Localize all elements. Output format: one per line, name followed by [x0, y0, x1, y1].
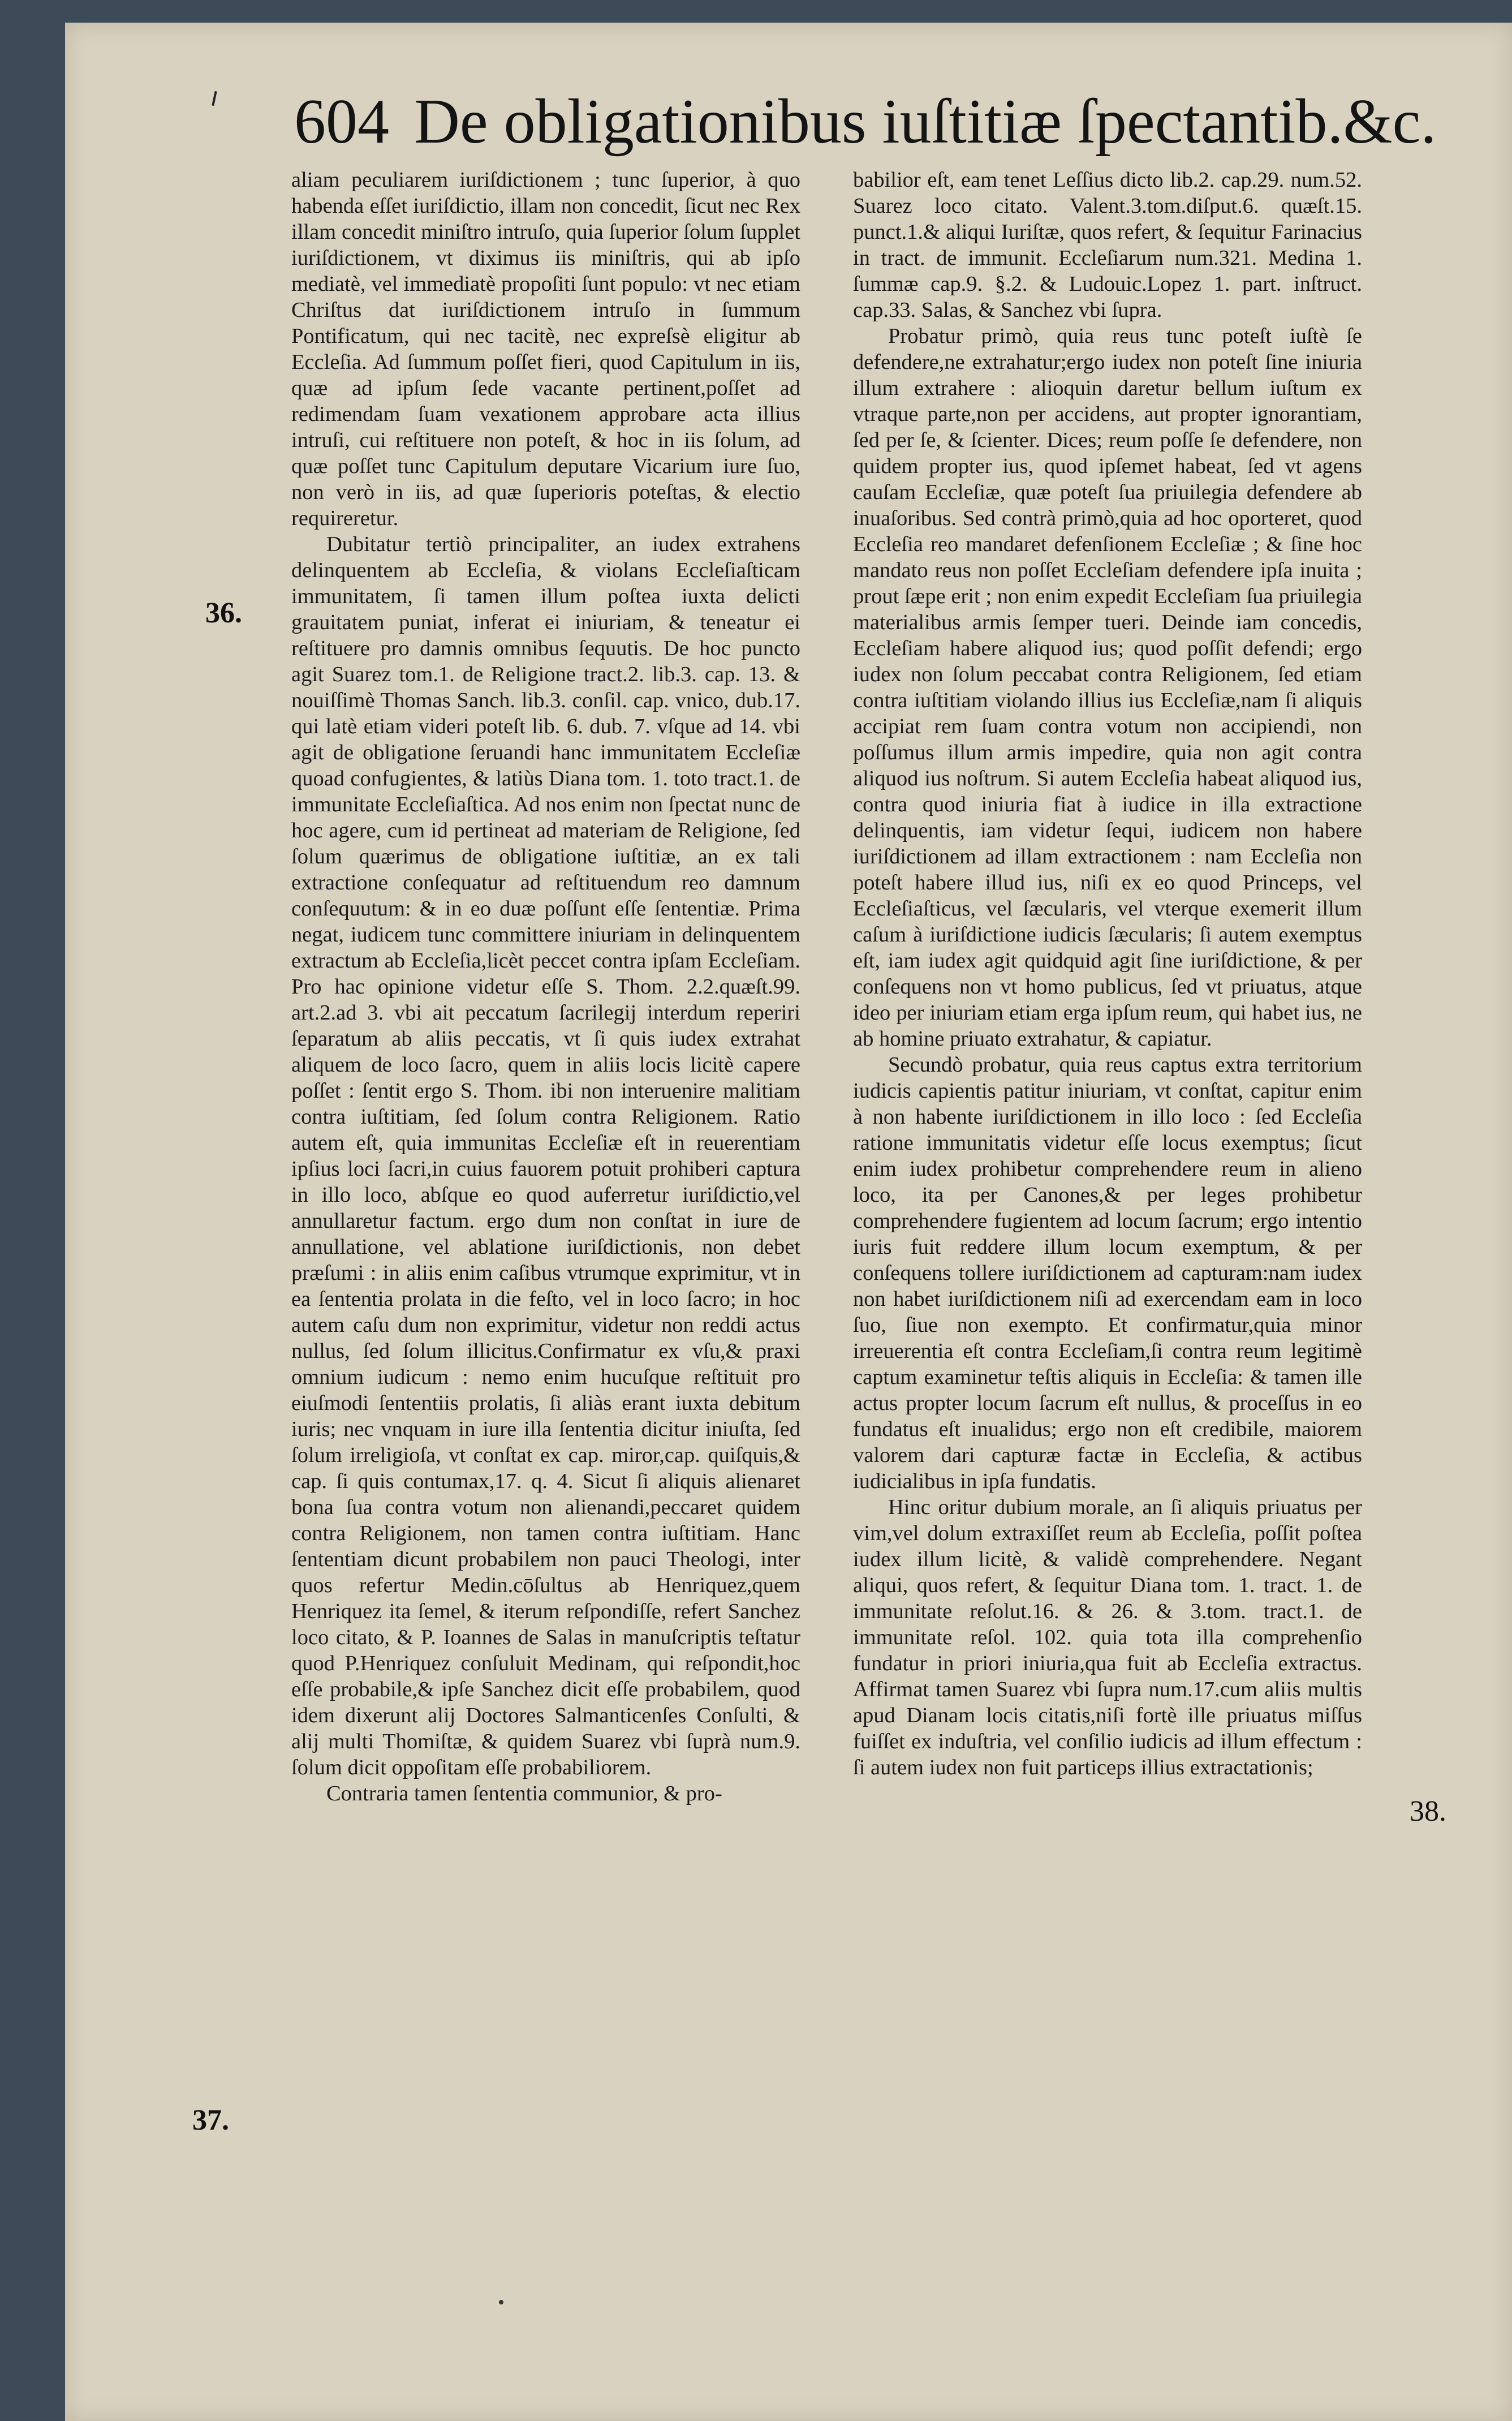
- paragraph: Contraria tamen ſententia communior, & pro-: [326, 1782, 722, 1805]
- margin-number-36: 36.: [205, 597, 242, 629]
- paragraph: babilior eſt, eam tenet Leſſius dicto lib.2. cap.29. num.52. Suarez loco citato. Valent.3.tom.diſput.6. quæſt.15. punct.1.& aliqui Iuriſtæ, quos refert, & ſequitur Farinacius in tract. de immunit. Eccleſiarum num.321. Medina 1. ſummæ cap.9. §.2. & Ludouic.Lopez 1. part. inſtruct. cap.33. Salas, & Sanchez vbi ſupra.: [853, 168, 1362, 322]
- paragraph: Probatur primò, quia reus tunc poteſt iuſtè ſe defendere,ne extrahatur;ergo iudex non poteſt ſine iniuria illum extrahere : alioquin daretur bellum iuſtum ex vtraque parte,non per accidens, aut propter ignorantiam, ſed per ſe, & ſcienter. Dices; reum poſſe ſe defendere, non quidem propter ius, quod ipſemet habeat, ſed vt agens cauſam Eccleſiæ, quæ poteſt ſua priuilegia defendere ab inuaſoribus. Sed contrà primò,quia ad hoc oporteret, quod Eccleſia reo mandaret defenſionem Eccleſiæ ; & ſine hoc mandato reus non poſſet Eccleſiam defendere ipſa inuita ; prout ſæpe erit ; non enim expedit Eccleſiam ſua priuilegia materialibus armis ſemper tueri. Deinde iam concedis, Eccleſiam habere aliquod ius; quod poſſit defendi; ergo iudex non ſolum peccabat contra Religionem, ſed etiam contra iuſtitiam violando illius ius Eccleſiæ,nam ſi aliquis accipiat rem ſuam contra votum non accipiendi, non poſſumus illum armis impedire, quia non agit contra aliquod ius noſtrum. Si autem Eccleſia habeat aliquod ius, contra quod iniuria fiat à iudice in illa extractione delinquentis, iam videtur ſequi, iudicem non habere iuriſdictionem ad illam extractionem : nam Eccleſia non poteſt habere illud ius, niſi ex eo quod Princeps, vel Eccleſiaſticus, vel ſæcularis, vel vterque exemerit illum caſum à iuriſdictione iudicis ſæcularis; ſi autem exemptus eſt, iam iudex agit quidquid agit ſine iuriſdictione, & per conſequens non vt homo publicus, ſed vt priuatus, atque ideo per iniuriam etiam erga ipſum reum, qui habet ius, ne ab homine priuato extrahatur, & capiatur.: [853, 324, 1362, 1051]
- ink-dot: [499, 2300, 503, 2304]
- paragraph: aliam peculiarem iuriſdictionem ; tunc ſuperior, à quo habenda eſſet iuriſdictio, illam non concedit, ſicut nec Rex illam concedit miniſtro intruſo, quia ſuperior ſolum ſupplet iuriſdictionem, vt diximus iis miniſtris, qui ab ipſo mediatè, vel immediatè propoſiti ſunt populo: vt nec etiam Chriſtus dat iuriſdictionem intruſo in ſummum Pontificatum, qui nec tacitè, nec expreſsè eligitur ab Eccleſia. Ad ſummum poſſet fieri, quod Capitulum in iis, quæ ad ipſum ſede vacante pertinent,poſſet ad redimendam ſuam vexationem approbare acta illius intruſi, cui reſtituere non poteſt, & hoc in iis ſolum, ad quæ poſſet tunc Capitulum deputare Vicarium iure ſuo, non verò in iis, ad quæ ſuperioris poteſtas, & electio requireretur.: [291, 168, 800, 530]
- margin-number-37: 37.: [192, 2104, 229, 2136]
- left-text-column: [291, 167, 800, 1807]
- paragraph: Dubitatur tertiò principaliter, an iudex extrahens delinquentem ab Eccleſia, & violans Eccleſiaſticam immunitatem, ſi tamen illum poſtea iuxta delicti grauitatem puniat, inferat ei iniuriam, & teneatur ei reſtituere pro damnis omnibus ſequutis. De hoc puncto agit Suarez tom.1. de Religione tract.2. lib.3. cap. 13. & nouiſſimè Thomas Sanch. lib.3. conſil. cap. vnico, dub.17. qui latè etiam videri poteſt lib. 6. dub. 7. vſque ad 14. vbi agit de obligatione ſeruandi hanc immunitatem Eccleſiæ quoad confugientes, & latiùs Diana tom. 1. toto tract.1. de immunitate Eccleſiaſtica. Ad nos enim non ſpectat nunc de hoc agere, cum id pertineat ad materiam de Religione, ſed ſolum quærimus de obligatione iuſtitiæ, an ex tali extractione conſequatur ad reſtituendum reo damnum conſequutum: & in eo duæ poſſunt eſſe ſententiæ. Prima negat, iudicem tunc committere iniuriam in delinquentem extractum ab Eccleſia,licèt peccet contra ipſam Eccleſiam. Pro hac opinione videtur eſſe S. Thom. 2.2.quæſt.99. art.2.ad 3. vbi ait peccatum ſacrilegij interdum reperiri ſeparatum ab aliis peccatis, vt ſi quis iudex extrahat aliquem de loco ſacro, quem in aliis locis licitè capere poſſet : ſentit ergo S. Thom. ibi non interuenire malitiam contra iuſtitiam, ſed ſolum contra Religionem. Ratio autem eſt, quia immunitas Eccleſiæ eſt in reuerentiam ipſius loci ſacri,in cuius fauorem potuit prohiberi captura in illo loco, abſque eo quod auferretur iuriſdictio,vel annullaretur factum. ergo dum non conſtat in iure de annullatione, vel ablatione iuriſdictionis, non debet præſumi : in aliis enim caſibus vtrumque exprimitur, vt in ea ſententia prolata in die feſto, vel in loco ſacro; in hoc autem caſu dum non exprimitur, videtur non reddi actus nullus, ſed ſolum illicitus.Confirmatur ex vſu,& praxi omnium iudicum : nemo enim hucuſque reſtituit pro eiuſmodi ſententiis prolatis, ſi aliàs erant iuxta debitum iuris; nec vnquam in iure illa ſententia dicitur iniuſta, ſed ſolum irreligioſa, vt conſtat ex cap. miror,cap. quiſquis,& cap. ſi quis contumax,17. q. 4. Sicut ſi aliquis alienaret bona ſua contra votum non alienandi,peccaret quidem contra Religionem, non tamen contra iuſtitiam. Hanc ſententiam dicunt probabilem non pauci Theologi, inter quos refertur Medin.cōſultus ab Henriquez,quem Henriquez ita ſemel, & iterum reſpondiſſe, refert Sanchez loco citato, & P. Ioannes de Salas in manuſcriptis teſtatur quod P.Henriquez conſuluit Medinam, qui reſpondit,hoc eſſe probabile,& ipſe Sanchez dicit eſſe probabilem, quod idem dixerunt alij Doctores Salmanticenſes Conſulti, & alij multi Thomiſtæ, & quidem Suarez vbi ſuprà num.9. ſolum dicit oppoſitam eſſe probabiliorem.: [291, 532, 800, 1779]
- page-number: 604: [294, 87, 389, 157]
- margin-number-38: 38.: [1410, 1795, 1446, 1827]
- paragraph: Hinc oritur dubium morale, an ſi aliquis priuatus per vim,vel dolum extraxiſſet reum ab Eccleſia, poſſit poſtea iudex illum licitè, & validè comprehendere. Negant aliqui, quos refert, & ſequitur Diana tom. 1. tract. 1. de immunitate reſolut.16. & 26. & 3.tom. tract.1. de immunitate reſol. 102. quia tota illa comprehenſio fundatur in priori iniuria,qua fuit ab Eccleſia extractus. Affirmat tamen Suarez vbi ſupra num.17.cum aliis multis apud Dianam locis citatis,niſi fortè ille priuatus miſſus fuiſſet ex induſtria, vel conſilio iudicis ad illum effectum : ſi autem iudex non fuit particeps illius extractationis;: [853, 1495, 1362, 1779]
- running-title: De obligationibus iuſtitiæ ſpectantib.&c.: [414, 87, 1437, 157]
- right-text-column: [853, 167, 1362, 1781]
- page-header: [294, 85, 1437, 158]
- paragraph: Secundò probatur, quia reus captus extra territorium iudicis capientis patitur iniuriam, vt conſtat, capitur enim à non habente iuriſdictionem in illo loco : ſed Eccleſia ratione immunitatis videtur eſſe locus exemptus; ſicut enim iudex prohibetur comprehendere reum in alieno loco, ita per Canones,& per leges prohibetur comprehendere fugientem ad locum ſacrum; ergo intentio iuris fuit reddere illum locum exemptum, & per conſequens tollere iuriſdictionem ad capturam:nam iudex non habet iuriſdictionem niſi ad exercendam eam in loco ſuo, ſiue non exempto. Et confirmatur,quia minor irreuerentia eſt contra Eccleſiam,ſi contra reum legitimè captum examinetur teſtis aliquis in Eccleſia: & tamen ille actus propter locum ſacrum eſt nullus, & proceſſus in eo fundatus eſt inualidus; ergo non eſt credibile, maiorem valorem dari capturæ factæ in Eccleſia, & actibus iudicialibus in ipſa fundatis.: [853, 1053, 1362, 1493]
